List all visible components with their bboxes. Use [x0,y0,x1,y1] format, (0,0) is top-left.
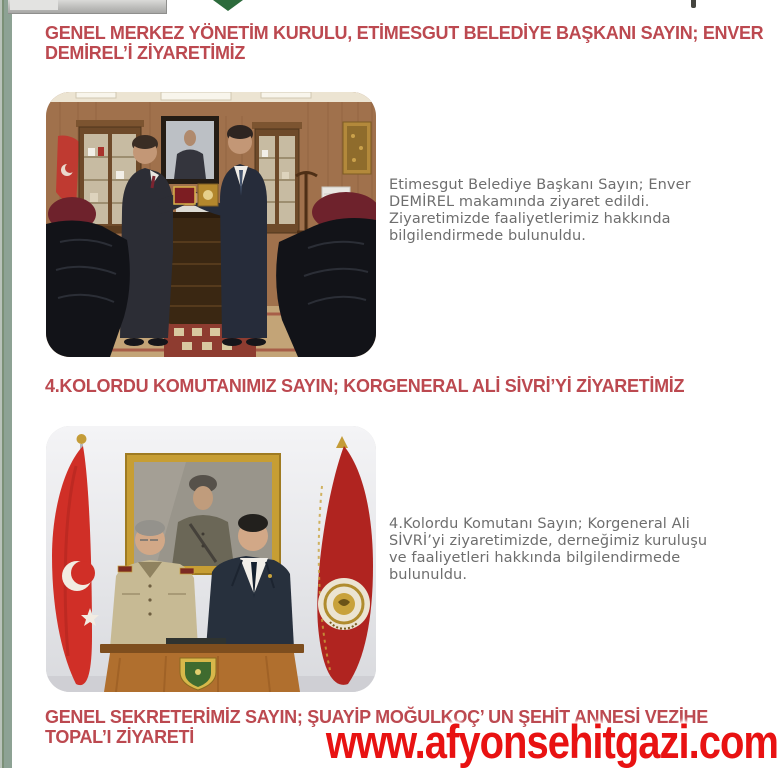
caption-line: 4.Kolordu Komutanı Sayın; Korgeneral Ali [389,516,690,532]
caption-line: ve faaliyetleri hakkında bilgilendirmede [389,550,681,566]
left-margin-strip [0,0,12,768]
ataturk-portrait [161,116,219,184]
ataturk-military-portrait [126,454,280,574]
site-watermark: www.afyonsehitgazi.com [325,716,778,768]
photo-caption-kolordu [389,516,707,584]
section-heading-etimesgut [45,23,763,63]
scrollbar-thumb-fragment [8,0,167,14]
commander-visit-flags-photo[interactable] [46,426,376,692]
heading-line: GENEL SEKRETERİMİZ SAYIN; ŞUAYİP MOĞULKOÇ’ UN ŞEHİT ANNESİ VEZİHE [45,707,708,727]
plaque-presentation-office-photo[interactable] [46,92,376,357]
heading-line: GENEL MERKEZ YÖNETİM KURULU, ETİMESGUT BELEDİYE BAŞKANI SAYIN; ENVER [45,23,764,43]
photo-caption-etimesgut [389,177,691,245]
heading-line: 4.KOLORDU KOMUTANIMIZ SAYIN; KORGENERAL ALİ SİVRİ’Yİ ZİYARETİMİZ [45,376,685,396]
caption-line: Ziyaretimizde faaliyetlerimiz hakkında [389,211,671,227]
caption-line: bilgilendirmede bulunuldu. [389,228,586,244]
heading-line: TOPAL’I ZİYARETİ [45,727,194,747]
caption-line: Etimesgut Belediye Başkanı Sayın; Enver [389,177,691,193]
caption-line: bulunuldu. [389,567,468,583]
green-diamond-logo-fragment-icon [213,0,243,11]
caption-line: DEMİREL makamında ziyaret edildi. [389,194,650,210]
heading-line: DEMİREL’İ ZİYARETİMİZ [45,43,246,63]
caption-line: SİVRİ’yi ziyaretimizde, derneğimiz kuruluşu [389,533,708,549]
dark-mark-fragment [691,0,696,8]
section-heading-kolordu [45,376,684,396]
office-scene-illustration [46,92,376,357]
lectern [100,638,304,692]
commander-office-illustration [46,426,376,692]
gold-picture-frame [343,122,371,174]
